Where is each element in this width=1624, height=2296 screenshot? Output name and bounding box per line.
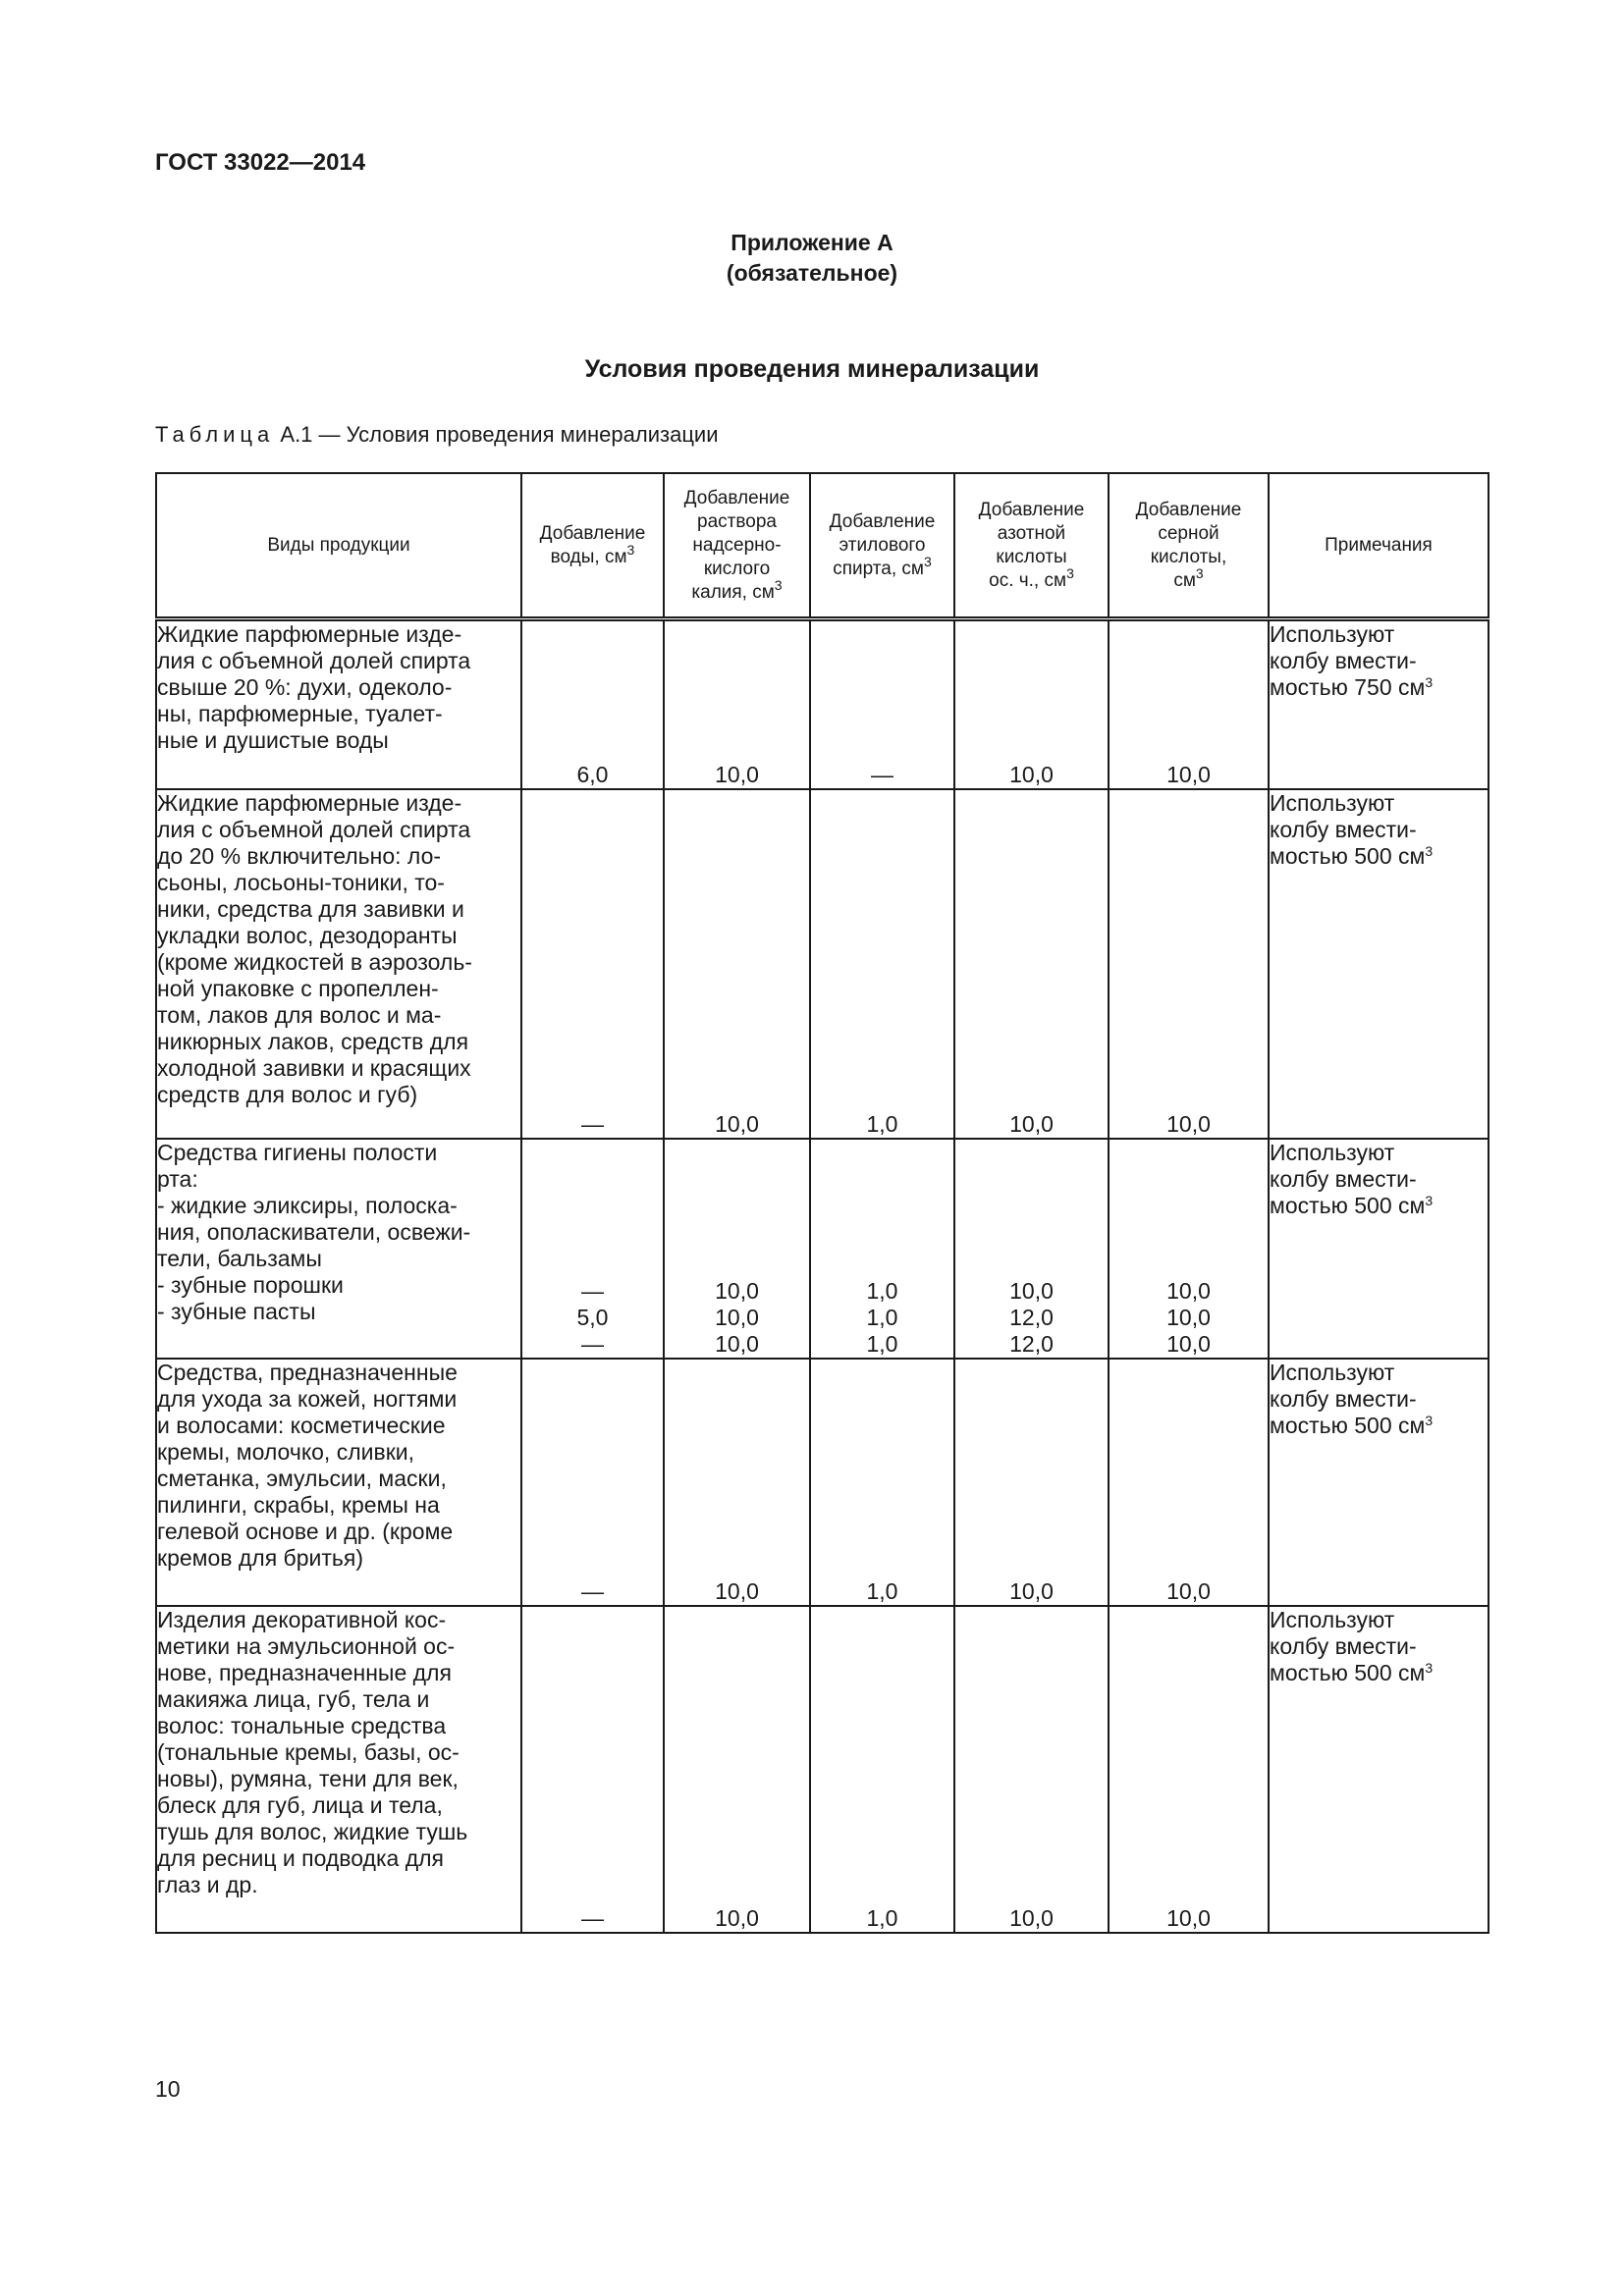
ethanol-cell [810,1606,954,1933]
note-cell [1269,1359,1489,1606]
sulfuric-value: 10,0 [1166,1277,1211,1304]
water-value: — [581,1330,604,1357]
table-caption [155,422,719,448]
column-header-sulfuric: Добавление серной кислоты, $см^3$ [1109,473,1269,619]
ethanol-value: 1,0 [866,1277,898,1304]
water-value: — [581,1277,604,1304]
note-text: Используют [1270,1606,1395,1632]
product-line: и волосами: косметические [157,1412,446,1438]
product-line: макияжа лица, губ, тела и [157,1685,430,1712]
product-line: Средства гигиены полости [157,1139,438,1165]
product-line: глаз и др. [157,1871,258,1897]
note-line [1270,1166,1488,1193]
column-header-notes: Примечания [1269,473,1489,619]
product-line: ния, ополаскиватели, освежи- [157,1218,471,1245]
product-line: лия с объемной долей спирта [157,816,471,842]
sulfuric-value: 10,0 [1166,1577,1211,1604]
note-cell [1269,789,1489,1139]
permanganate-value: 10,0 [715,761,759,787]
note-line [1270,674,1488,701]
note-line [1270,1607,1488,1633]
product-cell [156,619,521,789]
page-number: 10 [155,2076,181,2102]
product-line: том, лаков для волос и ма- [157,1001,442,1028]
note-cell [1269,1139,1489,1359]
product-line: метики на эмульсионной ос- [157,1632,456,1659]
column-header-water: Добавление воды, $см^3$ [521,473,664,619]
permanganate-cell [664,1139,810,1359]
product-line: тушь для волос, жидкие тушь [157,1818,468,1844]
product-line: ные и душистые воды [157,727,389,753]
note-superscript: 3 [1425,1412,1434,1428]
water-value: 6,0 [576,761,609,787]
note-text: Используют [1270,621,1395,647]
annex-title: Приложение А [731,230,893,255]
note-superscript: 3 [1425,842,1434,859]
water-cell [521,789,664,1139]
note-line [1270,1140,1488,1166]
section-title: Условия проведения минерализации [584,355,1040,383]
product-line: блеск для губ, лица и тела, [157,1791,443,1818]
table-header-row [156,473,1489,619]
permanganate-cell [664,1359,810,1606]
nitric-cell [954,619,1109,789]
water-cell [521,1606,664,1933]
nitric-value: 10,0 [1009,1577,1054,1604]
product-line: сметанка, эмульсии, маски, [157,1465,447,1491]
product-cell [156,789,521,1139]
column-header-products: Виды продукции [156,473,521,619]
permanganate-value: 10,0 [715,1277,759,1304]
water-cell [521,619,664,789]
note-superscript: 3 [1425,674,1434,690]
note-text: мостью 500 см [1270,1412,1426,1438]
table-caption-dash: — [318,422,341,447]
product-line: тели, бальзамы [157,1245,322,1271]
product-line: Жидкие парфюмерные изде- [157,789,462,816]
sulfuric-value: 10,0 [1166,1110,1211,1137]
table-caption-prefix: Таблица [155,422,275,447]
product-line: никюрных лаков, средств для [157,1028,469,1054]
note-line [1270,1360,1488,1386]
product-line: укладки волос, дезодоранты [157,922,458,948]
nitric-value: 12,0 [1009,1330,1054,1357]
note-text: колбу вмести- [1270,1632,1417,1659]
note-line [1270,1633,1488,1660]
sulfuric-value: 10,0 [1166,1304,1211,1330]
product-line: (тональные кремы, базы, ос- [157,1738,460,1765]
product-line: Изделия декоративной кос- [157,1606,447,1632]
product-line: волос: тональные средства [157,1712,447,1738]
ethanol-value: 1,0 [866,1904,898,1931]
nitric-value: 10,0 [1009,1277,1054,1304]
note-text: Используют [1270,1139,1395,1165]
water-value: — [581,1577,604,1604]
annex-status: (обязательное) [726,260,898,286]
nitric-cell [954,1139,1109,1359]
product-line: Средства, предназначенные [157,1359,458,1385]
note-line [1270,1386,1488,1413]
product-line: пилинги, скрабы, кремы на [157,1491,440,1518]
product-cell [156,1606,521,1933]
water-cell [521,1359,664,1606]
mineralization-table [155,472,1489,1934]
permanganate-value: 10,0 [715,1330,759,1357]
product-line: - зубные пасты [157,1298,316,1324]
product-line: до 20 % включительно: ло- [157,842,442,869]
sulfuric-cell [1109,1139,1269,1359]
column-header-ethanol: Добавление этилового спирта, $см^3$ [810,473,954,619]
nitric-value: 10,0 [1009,1110,1054,1137]
note-line [1270,648,1488,674]
sulfuric-cell [1109,619,1269,789]
product-line: средств для волос и губ) [157,1081,418,1107]
permanganate-cell [664,619,810,789]
water-value: 5,0 [576,1304,609,1330]
water-value: — [581,1904,604,1931]
note-text: мостью 500 см [1270,1192,1426,1218]
water-value: — [581,1110,604,1137]
product-line: ники, средства для завивки и [157,895,464,922]
sulfuric-cell [1109,1359,1269,1606]
sulfuric-value: 10,0 [1166,1904,1211,1931]
column-header-nitric: Добавление азотной кислоты ос. ч., $см^3$ [954,473,1109,619]
nitric-value: 12,0 [1009,1304,1054,1330]
note-text: колбу вмести- [1270,1165,1417,1192]
permanganate-cell [664,1606,810,1933]
product-line: для ресниц и подводка для [157,1844,444,1871]
product-line: кремы, молочко, сливки, [157,1438,414,1465]
note-cell [1269,619,1489,789]
annex-heading [0,228,1624,289]
product-line: гелевой основе и др. (кроме [157,1518,454,1544]
document-code: ГОСТ 33022—2014 [155,149,366,176]
product-line: новы), румяна, тени для век, [157,1765,459,1791]
permanganate-value: 10,0 [715,1904,759,1931]
ethanol-cell [810,1139,954,1359]
note-text: колбу вмести- [1270,1385,1417,1412]
permanganate-cell [664,789,810,1139]
product-line: ной упаковке с пропеллен- [157,975,439,1001]
note-line [1270,1660,1488,1686]
product-line: рта: [157,1165,198,1192]
note-line [1270,621,1488,648]
product-line: сьоны, лосьоны-тоники, то- [157,869,445,895]
nitric-value: 10,0 [1009,1904,1054,1931]
nitric-cell [954,1606,1109,1933]
note-text: мостью 500 см [1270,1659,1426,1685]
note-line [1270,1193,1488,1219]
product-line: кремов для бритья) [157,1544,363,1571]
column-header-permanganate: Добавление раствора надсерно- кислого калия, $см^3$ [664,473,810,619]
product-line: лия с объемной долей спирта [157,648,471,673]
product-line: нове, предназначенные для [157,1659,452,1685]
ethanol-value: 1,0 [866,1304,898,1330]
ethanol-value: 1,0 [866,1110,898,1137]
product-cell [156,1139,521,1359]
product-line: - жидкие эликсиры, полоска- [157,1192,458,1218]
table-row [156,1359,1489,1606]
table-row [156,619,1489,789]
note-line [1270,790,1488,817]
note-text: мостью 500 см [1270,842,1426,869]
table-row [156,1606,1489,1933]
note-text: Используют [1270,789,1395,816]
note-text: колбу вмести- [1270,816,1417,842]
product-line: ны, парфюмерные, туалет- [157,701,443,726]
product-line: Жидкие парфюмерные изде- [157,621,462,647]
product-line: холодной завивки и красящих [157,1054,471,1081]
nitric-cell [954,789,1109,1139]
sulfuric-value: 10,0 [1166,761,1211,787]
table-row [156,1139,1489,1359]
table-caption-number: А.1 [280,422,313,447]
product-cell [156,1359,521,1606]
product-line: - зубные порошки [157,1271,344,1298]
ethanol-value: — [871,761,893,787]
note-text: мостью 750 см [1270,674,1426,700]
table-row [156,789,1489,1139]
ethanol-cell [810,619,954,789]
permanganate-value: 10,0 [715,1304,759,1330]
table-caption-text: Условия проведения минерализации [346,422,719,447]
nitric-value: 10,0 [1009,761,1054,787]
ethanol-cell [810,789,954,1139]
note-superscript: 3 [1425,1192,1434,1208]
nitric-cell [954,1359,1109,1606]
product-line: (кроме жидкостей в аэрозоль- [157,948,472,975]
note-superscript: 3 [1425,1659,1434,1676]
product-line: свыше 20 %: духи, одеколо- [157,674,453,700]
note-line [1270,1413,1488,1439]
sulfuric-cell [1109,789,1269,1139]
ethanol-value: 1,0 [866,1330,898,1357]
note-line [1270,843,1488,870]
water-cell [521,1139,664,1359]
sulfuric-value: 10,0 [1166,1330,1211,1357]
note-text: Используют [1270,1359,1395,1385]
sulfuric-cell [1109,1606,1269,1933]
ethanol-value: 1,0 [866,1577,898,1604]
ethanol-cell [810,1359,954,1606]
note-line [1270,817,1488,843]
permanganate-value: 10,0 [715,1110,759,1137]
permanganate-value: 10,0 [715,1577,759,1604]
note-text: колбу вмести- [1270,648,1417,673]
product-line: для ухода за кожей, ногтями [157,1385,458,1412]
note-cell [1269,1606,1489,1933]
